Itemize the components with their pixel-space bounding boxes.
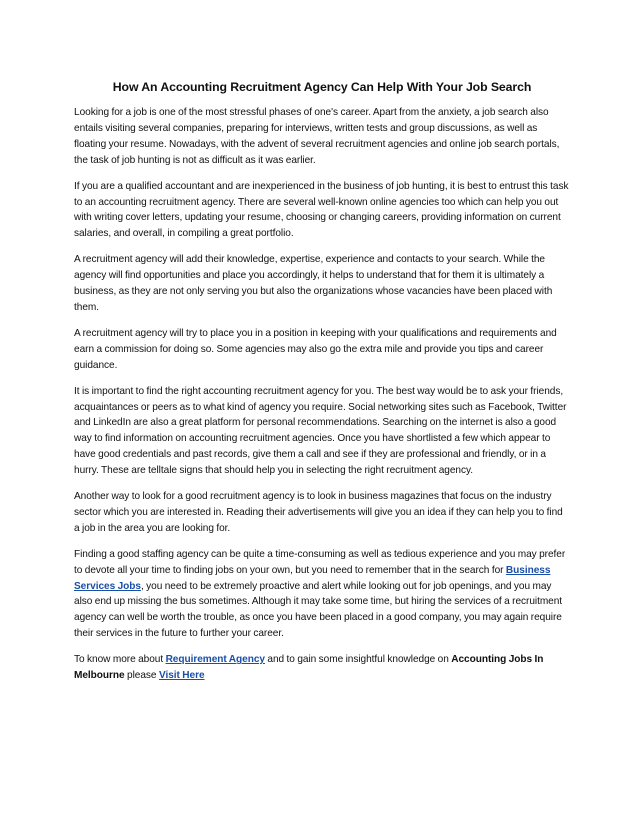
paragraph-8-text-2: and to gain some insightful knowledge on <box>264 654 452 666</box>
paragraph-8-text-1: To know more about <box>74 654 166 666</box>
paragraph-2: If you are a qualified accountant and are inexperienced in the business of job hunting, it is best to entrust this task to an accounting recruitment agency. There are several well-known online agencies too which can help you out with writing cover letters, updating your resume, choosing or changing careers, providing information on current salaries, and overall, in compiling a great portfolio. <box>74 180 569 240</box>
paragraph-7 <box>74 547 570 642</box>
paragraph-3: A recruitment agency will add their knowledge, expertise, experience and contacts to your search. While the agency will find opportunities and place you accordingly, it helps to understand that for them it is ultimately a business, as they are not only serving you but also the organizations whose vacancies have been placed with them. <box>74 254 553 313</box>
requirement-agency-link[interactable]: Requirement Agency <box>165 654 265 666</box>
visit-here-link[interactable]: Visit Here <box>158 670 205 682</box>
paragraph-7-text-before: Finding a good staffing agency can be quite a time-consuming as well as tedious experience and you may prefer to devote all your time to finding jobs on your own, but you need to remember that in the search for <box>74 548 566 576</box>
paragraph-1: Looking for a job is one of the most stressful phases of one's career. Apart from the anxiety, a job search also entails visiting several companies, preparing for interviews, written tests and group discussions, as well as floating your resume. Nowadays, with the advent of several recruitment agencies and online job search portals, the task of job hunting is not as difficult as it was earlier. <box>74 107 560 166</box>
paragraph-8-text-3: please <box>124 670 159 682</box>
paragraph-4: A recruitment agency will try to place you in a position in keeping with your qualifications and requirements and earn a commission for doing so. Some agencies may also go the extra mile and provide you tips and career guidance. <box>74 327 557 371</box>
document-title: How An Accounting Recruitment Agency Can Help With Your Job Search <box>112 80 532 94</box>
paragraph-8 <box>74 652 570 684</box>
business-services-jobs-link[interactable]: Business Services Jobs <box>74 564 551 592</box>
paragraph-7-text-after: , you need to be extremely proactive and alert while looking out for job openings, and you may also end up missing the bus sometimes. Although it may take some time, but hiring the services of a recruitment agency can well be worth the trouble, as once you have been placed in a good company, you may again require their services in the future to further your career. <box>74 580 563 640</box>
accounting-jobs-melbourne-text: Accounting Jobs In Melbourne <box>74 654 544 682</box>
paragraph-6: Another way to look for a good recruitment agency is to look in business magazines that focus on the industry sector which you are interested in. Reading their advertisements will give you an idea if they can help you to find a job in the area you are looking for. <box>74 491 563 534</box>
paragraph-5: It is important to find the right accounting recruitment agency for you. The best way would be to ask your friends, acquaintances or peers as to what kind of agency you require. Social networking sites such as Facebook, Twitter and LinkedIn are also a great platform for personal recommendations. Searching on the internet is also a good way to find information on accounting recruitment agencies. Once you have shortlisted a few which appear to have good credentials and past records, give them a call and see if they are professional and friendly, or in a hurry. These are telltale signs that should help you in selecting the right recruitment agency. <box>74 385 567 477</box>
